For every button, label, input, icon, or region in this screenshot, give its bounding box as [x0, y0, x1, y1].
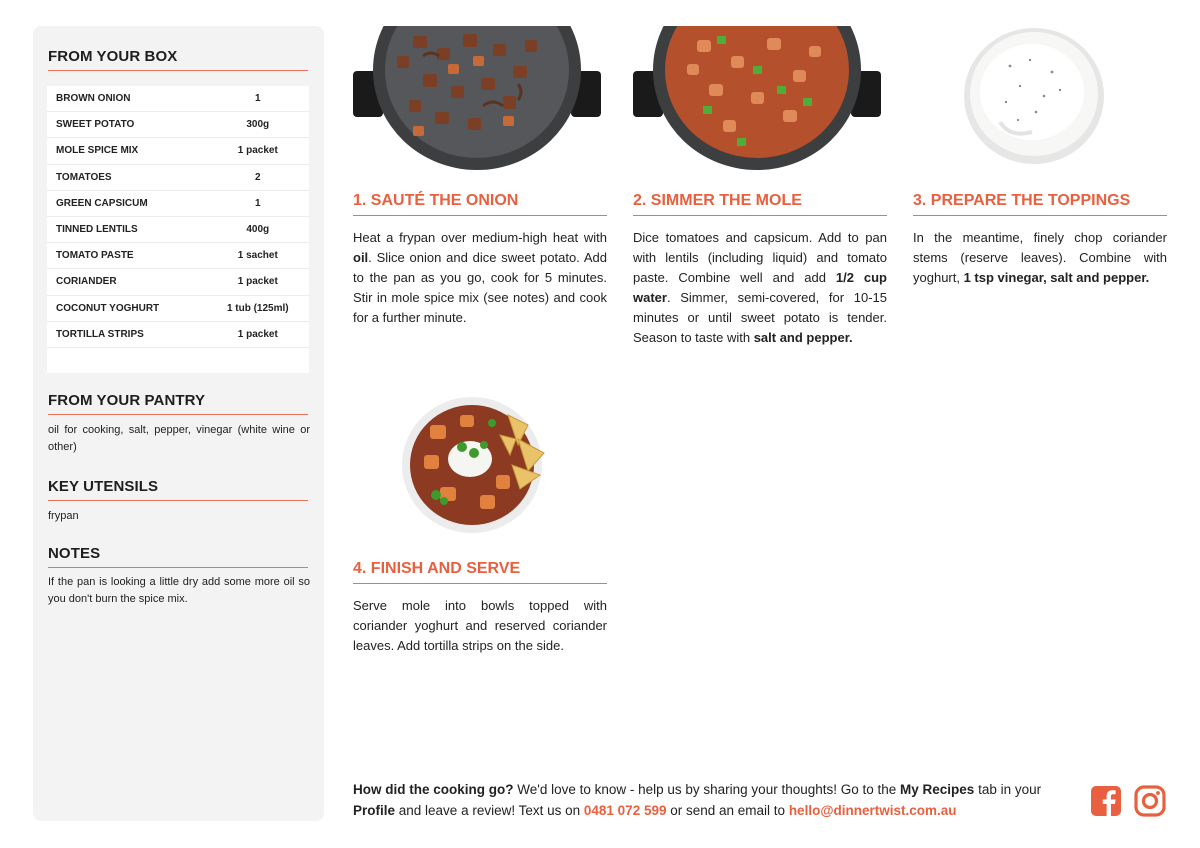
step-2-image [633, 26, 881, 170]
step-2-title: 2. SIMMER THE MOLE [633, 192, 887, 216]
email-link[interactable]: hello@dinnertwist.com.au [788, 803, 957, 818]
ingredient-qty: 1 packet [237, 328, 278, 340]
step-1-title: 1. SAUTÉ THE ONION [353, 192, 607, 216]
notes-text: If the pan is looking a little dry add some more oil so you don't burn the spice mix. [48, 576, 310, 605]
ingredient-name: TORTILLA STRIPS [56, 328, 144, 340]
ingredient-name: BROWN ONION [56, 93, 131, 105]
utensils-title: KEY UTENSILS [48, 478, 308, 501]
ingredient-qty: 1 packet [237, 145, 278, 157]
pantry-title: FROM YOUR PANTRY [48, 392, 308, 415]
step-1-image [353, 26, 601, 170]
step-4-image [400, 395, 555, 535]
ingredient-qty: 1 [255, 197, 261, 209]
instagram-icon[interactable] [1134, 785, 1166, 817]
step-2-body: Dice tomatoes and capsicum. Add to pan with lentils (including liquid) and tomato paste. Combine well and add 1/2 cup water. Simmer, semi-covered, for 10-15 minutes or until sweet potato is tender. Season to taste with salt and pepper. [633, 230, 887, 345]
step-4-body: Serve mole into bowls topped with coriander yoghurt and reserved coriander leaves. Add tortilla strips on the side. [353, 598, 607, 653]
step-3-body: In the meantime, finely chop coriander stems (reserve leaves). Combine with yoghurt, 1 tsp vinegar, salt and pepper. [913, 230, 1167, 285]
ingredient-name: GREEN CAPSICUM [56, 197, 148, 209]
ingredient-qty: 1 sachet [237, 250, 278, 262]
ingredient-row [47, 138, 309, 164]
ingredient-name: SWEET POTATO [56, 119, 135, 131]
step-3-title: 3. PREPARE THE TOPPINGS [913, 192, 1167, 216]
ingredient-row [47, 112, 309, 138]
ingredient-row [47, 217, 309, 243]
ingredient-row [47, 243, 309, 269]
ingredient-qty: 1 [255, 93, 261, 105]
ingredient-row [47, 296, 309, 322]
ingredient-name: CORIANDER [56, 276, 117, 288]
notes-title: NOTES [48, 545, 308, 568]
phone-link[interactable]: 0481 072 599 [583, 803, 667, 818]
facebook-icon[interactable] [1090, 785, 1122, 817]
ingredient-qty: 400g [246, 224, 270, 236]
sidebar [33, 26, 324, 821]
ingredient-name: TINNED LENTILS [56, 224, 138, 236]
ingredient-qty: 1 packet [237, 276, 278, 288]
ingredient-qty: 1 tub (125ml) [226, 302, 289, 314]
step-3-image [960, 26, 1108, 166]
step-1-body: Heat a frypan over medium-high heat with oil. Slice onion and dice sweet potato. Add to the pan as you go, cook for 5 minutes. Stir in mole spice mix (see notes) and cook for a further minute. [353, 230, 607, 325]
ingredient-name: MOLE SPICE MIX [56, 145, 139, 157]
ingredient-row [47, 269, 309, 295]
ingredient-name: COCONUT YOGHURT [56, 302, 160, 314]
ingredient-qty: 300g [246, 119, 270, 131]
feedback-footer: How did the cooking go? We'd love to know - help us by sharing your thoughts! Go to the My Recipes tab in your Profile and leave a review! Text us on 0481 072 599 or send an email to hello@dinnertwist.com.au [353, 782, 1042, 818]
utensils-text: frypan [48, 510, 79, 522]
ingredient-qty: 2 [255, 171, 261, 183]
ingredient-row [47, 165, 309, 191]
pantry-text: oil for cooking, salt, pepper, vinegar (white wine or other) [48, 424, 310, 453]
step-4-title: 4. FINISH AND SERVE [353, 560, 607, 584]
ingredients-table [47, 86, 309, 373]
ingredient-name: TOMATO PASTE [56, 250, 134, 262]
from-your-box-title: FROM YOUR BOX [48, 48, 308, 71]
ingredient-row [47, 191, 309, 217]
ingredient-row [47, 86, 309, 112]
ingredient-name: TOMATOES [56, 171, 112, 183]
ingredient-row [47, 322, 309, 348]
